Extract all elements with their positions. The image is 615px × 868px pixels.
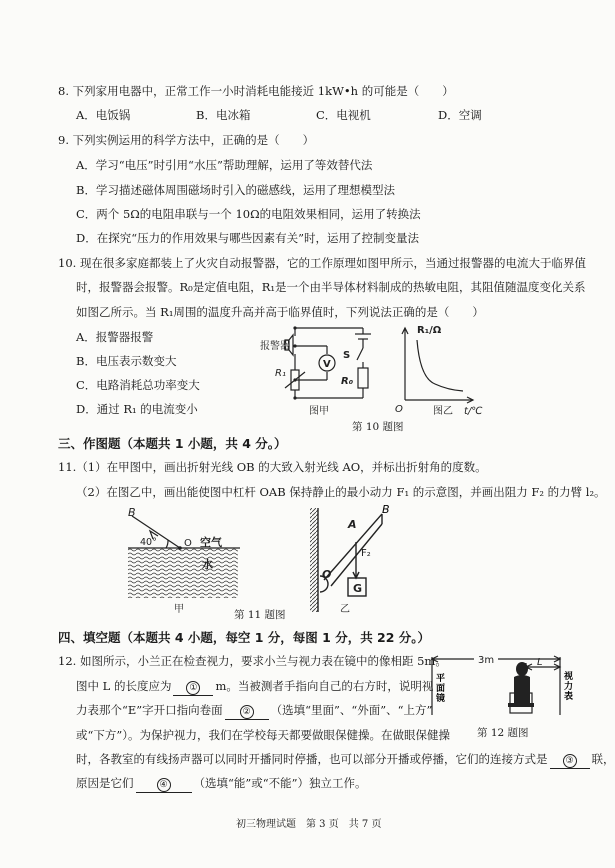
fig10-graph-x-label: t/℃ [464,406,483,417]
q10-option-b: B．电压表示数变大 [76,354,177,368]
q10-stem-3: 如图乙所示。当 R₁周围的温度升高并高于临界值时，下列说法正确的是（ ） [76,305,484,319]
q12-blank-1[interactable]: ① [173,679,213,696]
fig10-caption-a: 图甲 [309,406,329,417]
fig11-label-b-left: B [128,506,136,519]
q12-line3: 力表那个“E”字开口指向卷面 ② （选填“里面”、“外面”、“上方” [76,703,432,720]
fig11-label-f2: F₂ [361,548,371,559]
q10-option-c: C．电路消耗总功率变大 [76,378,200,392]
q12-blank-4[interactable]: ④ [136,776,192,793]
q8-option-a: A．电饭锅 [76,108,131,122]
q12-blank-3[interactable]: ③ [550,752,590,769]
q8-option-c: C．电视机 [316,108,371,122]
q12-line4: 或“下方”）。为保护视力，我们在学校每天都要做眼保健操。在做眼保健操 [76,728,451,742]
q8-option-b: B．电冰箱 [196,108,251,122]
fig10-caption: 第 10 题图 [352,421,404,433]
q9-option-a: A．学习“电压”时引用“水压”帮助理解，运用了等效替代法 [76,158,373,172]
q12-line5: 时，各教室的有线扬声器可以同时开播同时停播，也可以部分开播或停播，它们的连接方式是 ③ 联， [76,752,615,769]
q10-option-a: A．报警器报警 [76,330,154,344]
fig10-diagrams [255,318,485,418]
fig11-air-label: 空气 [200,536,222,549]
fig12-distance-label: 3m [478,655,495,666]
q9-option-b: B．学习描述磁体周围磁场时引入的磁感线，运用了理想模型法 [76,183,395,197]
q8-option-d: D．空调 [438,108,482,122]
page-footer: 初三物理试题 第 3 页 共 7 页 [236,819,382,830]
q12-line2: 图中 L 的长度应为 ① m。当被测者手指向自己的右方时，说明视 [76,679,433,696]
fig11-label-g: G [353,582,363,595]
q11-part1: 11.（1）在甲图中，画出折射光线 OB 的大致入射光线 AO，并标出折射角的度数。 [58,460,487,474]
q10-stem-1: 10. 现在很多家庭都装上了火灾自动报警器，它的工作原理如图甲所示，当通过报警器的电流大于临界值 [58,256,586,270]
fig12-chart-label: 视力表 [564,672,574,702]
fig11-water-label: 水 [202,558,213,571]
fig10-alarm-label: 报警器 [260,341,290,352]
fig10-r1-label: R₁ [275,368,286,379]
fig11-caption: 第 11 题图 [234,609,286,621]
q9-option-d: D．在探究“压力的作用效果与哪些因素有关”时，运用了控制变量法 [76,231,419,245]
fig12-diagram [426,645,576,737]
q10-option-d: D．通过 R₁ 的电流变小 [76,402,198,416]
fig12-caption: 第 12 题图 [477,727,529,739]
fig10-r0-label: R₀ [341,376,354,387]
fig11-label-o-left: O [184,538,192,549]
fig11-label-a-right: A [348,518,357,531]
fig10-graph-origin: O [395,404,403,415]
section3-heading: 三、作图题（本题共 1 小题，共 4 分。） [58,436,287,451]
fig11-caption-a: 甲 [174,604,184,615]
q12-line1: 12. 如图所示，小兰正在检查视力，要求小兰与视力表在镜中的像相距 5m。 [58,654,447,668]
section4-heading: 四、填空题（本题共 4 小题，每空 1 分，每图 1 分，共 22 分。） [58,630,431,645]
fig11-lever-top [374,500,414,520]
fig11-label-b-right: B [382,503,390,516]
fig10-switch-label: S [343,350,351,361]
fig12-mirror-label: 平面镜 [436,674,446,704]
fig11-diagrams [120,500,380,616]
fig12-l-label: L [537,657,543,668]
fig11-angle-label: 40° [140,537,157,548]
q8-stem: 8. 下列家用电器中，正常工作一小时消耗电能接近 1kW•h 的可能是（ ） [58,84,454,98]
q10-stem-2: 时，报警器会报警。R₀是定值电阻，R₁是一个由半导体材料制成的热敏电阻，其阻值随温度变化关系 [76,280,586,294]
fig11-caption-b: 乙 [340,604,350,615]
q9-stem: 9. 下列实例运用的科学方法中，正确的是（ ） [58,133,315,147]
fig10-voltmeter-label: V [323,359,331,370]
fig11-label-o-right: O [322,568,332,581]
fig10-caption-b: 图乙 [433,406,453,417]
fig10-graph-y-label: R₁/Ω [417,325,442,336]
q12-blank-2[interactable]: ② [225,703,269,720]
q9-option-c: C．两个 5Ω的电阻串联与一个 10Ω的电阻效果相同，运用了转换法 [76,207,421,221]
q11-part2: （2）在图乙中，画出能使图中杠杆 OAB 保持静止的最小动力 F₁ 的示意图，并画出阻力 F₂ 的力臂 l₂。 [76,485,606,499]
q12-line6: 原因是它们 ④ （选填“能”或“不能”）独立工作。 [76,776,367,793]
